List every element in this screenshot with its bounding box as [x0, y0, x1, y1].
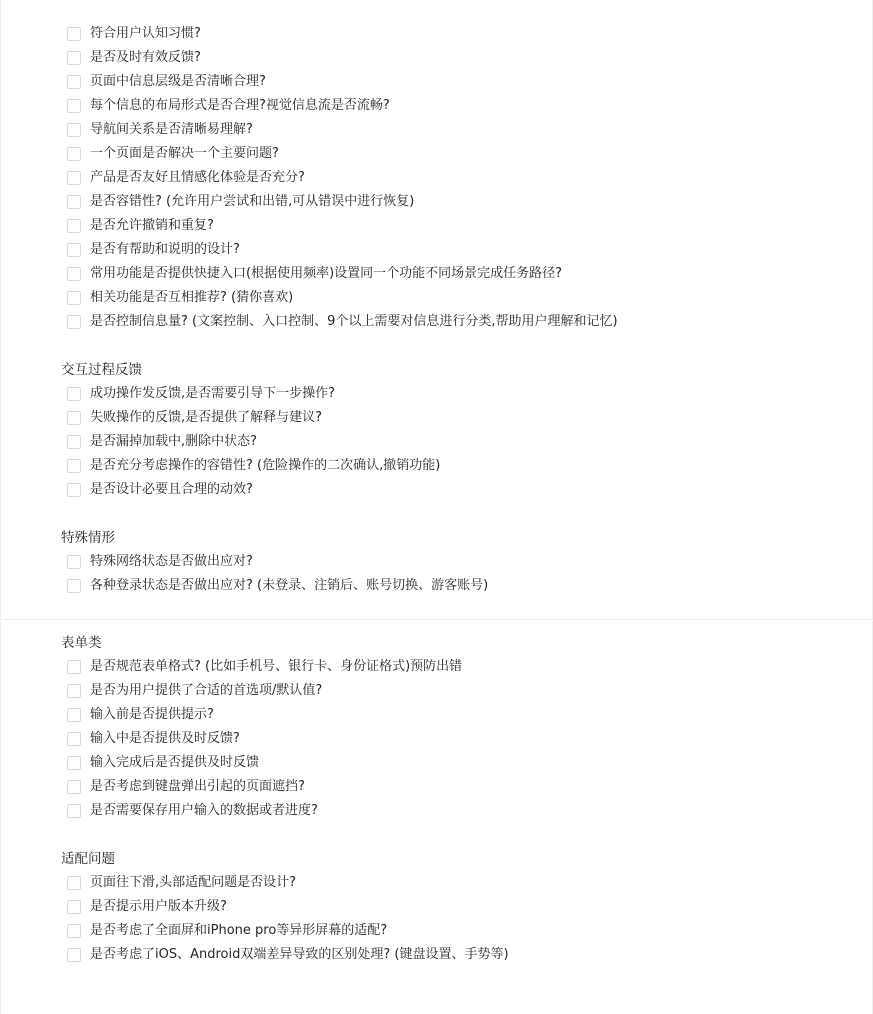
item-label: 每个信息的布局形式是否合理?视觉信息流是否流畅?: [90, 98, 390, 113]
item-label: 页面往下滑,头部适配问题是否设计?: [90, 875, 297, 890]
checklist-item[interactable]: [61, 895, 873, 919]
section-adaptation: [61, 847, 873, 967]
checkbox[interactable]: [67, 924, 81, 938]
item-label: 符合用户认知习惯?: [90, 26, 201, 41]
checklist-item[interactable]: [61, 703, 873, 727]
section-interaction-feedback: [61, 358, 873, 502]
checklist-item[interactable]: [61, 799, 873, 823]
checkbox[interactable]: [67, 27, 81, 41]
checklist-item[interactable]: [61, 655, 873, 679]
checklist-item[interactable]: [61, 70, 873, 94]
item-label: 特殊网络状态是否做出应对?: [90, 554, 253, 569]
checkbox[interactable]: [67, 555, 81, 569]
checklist-item[interactable]: [61, 751, 873, 775]
checkbox[interactable]: [67, 171, 81, 185]
checklist-item[interactable]: [61, 22, 873, 46]
checkbox[interactable]: [67, 435, 81, 449]
checklist-item[interactable]: [61, 727, 873, 751]
checkbox[interactable]: [67, 147, 81, 161]
checklist-item[interactable]: [61, 94, 873, 118]
section-general: [61, 22, 873, 334]
checkbox[interactable]: [67, 579, 81, 593]
checklist-item[interactable]: [61, 382, 873, 406]
checklist-item[interactable]: [61, 286, 873, 310]
item-label: 是否考虑了全面屏和iPhone pro等异形屏幕的适配?: [90, 923, 388, 938]
checkbox[interactable]: [67, 51, 81, 65]
checklist-item[interactable]: [61, 166, 873, 190]
item-label: 是否规范表单格式? (比如手机号、银行卡、身份证格式)预防出错: [90, 659, 463, 674]
checklist-item[interactable]: [61, 190, 873, 214]
checklist-item[interactable]: [61, 943, 873, 967]
item-label: 输入前是否提供提示?: [90, 707, 214, 722]
item-label: 是否充分考虑操作的容错性? (危险操作的二次确认,撤销功能): [90, 458, 441, 473]
checklist-item[interactable]: [61, 46, 873, 70]
item-label: 产品是否友好且情感化体验是否充分?: [90, 170, 305, 185]
item-label: 是否为用户提供了合适的首选项/默认值?: [90, 683, 323, 698]
checkbox[interactable]: [67, 948, 81, 962]
checkbox[interactable]: [67, 243, 81, 257]
checklist-item[interactable]: [61, 430, 873, 454]
checkbox[interactable]: [67, 732, 81, 746]
item-label: 是否提示用户版本升级?: [90, 899, 227, 914]
item-label: 是否考虑了iOS、Android双端差异导致的区别处理? (键盘设置、手势等): [90, 947, 509, 962]
checklist-item[interactable]: [61, 679, 873, 703]
checklist-item[interactable]: [61, 118, 873, 142]
section-title: 适配问题: [61, 851, 115, 867]
checkbox[interactable]: [67, 483, 81, 497]
item-label: 输入中是否提供及时反馈?: [90, 731, 240, 746]
item-label: 是否需要保存用户输入的数据或者进度?: [90, 803, 318, 818]
checklist-item[interactable]: [61, 214, 873, 238]
checkbox[interactable]: [67, 684, 81, 698]
checkbox[interactable]: [67, 876, 81, 890]
checkbox[interactable]: [67, 195, 81, 209]
checkbox[interactable]: [67, 267, 81, 281]
item-label: 是否设计必要且合理的动效?: [90, 482, 253, 497]
item-label: 页面中信息层级是否清晰合理?: [90, 74, 266, 89]
item-label: 是否控制信息量? (文案控制、入口控制、9个以上需要对信息进行分类,帮助用户理解和记忆): [90, 314, 618, 329]
checklist-item[interactable]: [61, 142, 873, 166]
item-label: 是否允许撤销和重复?: [90, 218, 214, 233]
item-label: 成功操作发反馈,是否需要引导下一步操作?: [90, 386, 336, 401]
item-label: 相关功能是否互相推荐? (猜你喜欢): [90, 290, 294, 305]
item-label: 常用功能是否提供快捷入口(根据使用频率)设置同一个功能不同场景完成任务路径?: [90, 266, 563, 281]
checklist-item[interactable]: [61, 310, 873, 334]
checkbox[interactable]: [67, 315, 81, 329]
item-label: 是否有帮助和说明的设计?: [90, 242, 240, 257]
item-label: 是否漏掉加载中,删除中状态?: [90, 434, 258, 449]
section-forms: [61, 631, 873, 823]
checkbox[interactable]: [67, 387, 81, 401]
item-label: 是否容错性? (允许用户尝试和出错,可从错误中进行恢复): [90, 194, 415, 209]
checklist-item[interactable]: [61, 574, 873, 598]
checklist-item[interactable]: [61, 919, 873, 943]
section-title: 交互过程反馈: [61, 362, 142, 378]
checklist-item[interactable]: [61, 871, 873, 895]
checkbox[interactable]: [67, 75, 81, 89]
item-label: 导航间关系是否清晰易理解?: [90, 122, 253, 137]
section-title: 表单类: [61, 635, 102, 651]
item-label: 各种登录状态是否做出应对? (未登录、注销后、账号切换、游客账号): [90, 578, 489, 593]
checkbox[interactable]: [67, 804, 81, 818]
item-label: 是否考虑到键盘弹出引起的页面遮挡?: [90, 779, 305, 794]
item-label: 是否及时有效反馈?: [90, 50, 201, 65]
checkbox[interactable]: [67, 99, 81, 113]
checklist-item[interactable]: [61, 262, 873, 286]
checklist-item[interactable]: [61, 238, 873, 262]
checkbox[interactable]: [67, 900, 81, 914]
item-label: 一个页面是否解决一个主要问题?: [90, 146, 279, 161]
checkbox[interactable]: [67, 459, 81, 473]
checklist-item[interactable]: [61, 550, 873, 574]
checkbox[interactable]: [67, 660, 81, 674]
checkbox[interactable]: [67, 123, 81, 137]
checkbox[interactable]: [67, 756, 81, 770]
item-label: 输入完成后是否提供及时反馈: [90, 755, 260, 770]
item-label: 失败操作的反馈,是否提供了解释与建议?: [90, 410, 323, 425]
checkbox[interactable]: [67, 411, 81, 425]
checklist-item[interactable]: [61, 454, 873, 478]
checkbox[interactable]: [67, 291, 81, 305]
checkbox[interactable]: [67, 780, 81, 794]
checkbox[interactable]: [67, 219, 81, 233]
checkbox[interactable]: [67, 708, 81, 722]
section-special-cases: [61, 526, 873, 598]
checklist-item[interactable]: [61, 478, 873, 502]
section-title: 特殊情形: [61, 530, 115, 546]
checklist-item[interactable]: [61, 775, 873, 799]
checklist-item[interactable]: [61, 406, 873, 430]
